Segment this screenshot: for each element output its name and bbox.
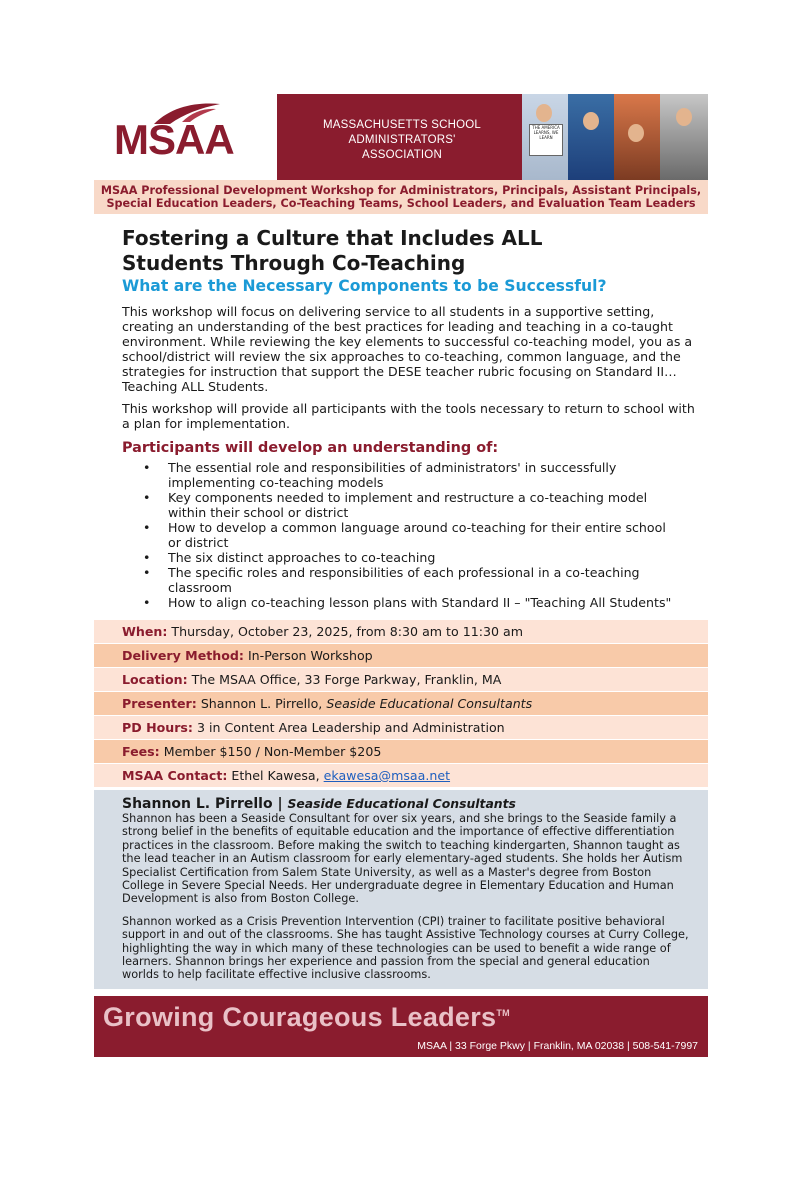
page-subtitle: What are the Necessary Components to be Successful? (122, 277, 607, 295)
pd-hours-value: 3 in Content Area Leadership and Administration (197, 720, 505, 735)
logo-text: MSAA (114, 116, 234, 163)
delivery-value: In-Person Workshop (247, 648, 373, 663)
intro-paragraph: This workshop will focus on delivering service to all students in a supportive setting, creating an understanding of the best practices for leading and teaching in a co-taught environment. While reviewing the key elements to successful co-teaching model, you as a school/district will review the six approaches to co-teaching, common language, and the strategies for instruction that support the DESE teacher rubric focusing on Standard II…Teaching ALL Students. (122, 304, 693, 394)
tools-paragraph: This workshop will provide all participants with the tools necessary to return to school with a plan for implementation. (122, 401, 695, 431)
list-item (143, 460, 708, 490)
location-label: Location: (122, 672, 188, 687)
bio-heading (122, 796, 690, 812)
fees-row (94, 740, 708, 764)
photo-athlete (660, 94, 708, 180)
photo-classroom (614, 94, 660, 180)
bullet-icon: • (143, 490, 151, 505)
title-line-1: Fostering a Culture that Includes ALL (122, 226, 543, 250)
workshop-details (94, 620, 708, 788)
outcomes-list (94, 460, 708, 610)
slogan-text: Growing Courageous Leaders (103, 1001, 497, 1032)
audience-banner: MSAA Professional Development Workshop for Administrators, Principals, Assistant Principals, Special Education Leaders, Co-Teaching Teams, School Leaders, and Evaluation Team Leaders (94, 180, 708, 214)
when-label: When: (122, 624, 168, 639)
bio-paragraph-1: Shannon has been a Seaside Consultant for over six years, and she brings to the Seaside family a strong belief in the benefits of equitable education and the importance of effective differentiation practices in the classroom. Before making the switch to teaching kindergarten, Shannon taught as the lead teacher in an Autism classroom for early elementary-aged students. She holds her Autism Specialist Certification from Salem State University, as well as a Master's degree from Boston College in Severe Special Needs. Her undergraduate degree in Elementary Education and Human Development is also from Boston College. (122, 812, 683, 906)
outcome-text: The specific roles and responsibilities of each professional in a co-teaching classroom (168, 565, 640, 595)
list-item (143, 595, 708, 610)
contact-email-link[interactable]: ekawesa@msaa.net (323, 768, 451, 783)
presenter-label: Presenter: (122, 696, 197, 711)
delivery-row (94, 644, 708, 668)
flyer (94, 94, 708, 1057)
org-name (317, 118, 487, 163)
list-item (143, 565, 708, 595)
bullet-icon: • (143, 460, 151, 475)
student-face (536, 104, 552, 122)
outcomes-heading: Participants will develop an understanding of: (122, 440, 499, 456)
contact-name: Ethel Kawesa, (231, 768, 320, 783)
pd-hours-row (94, 716, 708, 740)
student-sign: THE AMERICA LEARNS, WE LEARN (529, 124, 563, 156)
bullet-icon: • (143, 565, 151, 580)
fees-value: Member $150 / Non-Member $205 (163, 744, 382, 759)
page-title (122, 226, 708, 276)
bullet-icon: • (143, 550, 151, 565)
presenter-name: Shannon L. Pirrello, (200, 696, 323, 711)
list-item (143, 550, 708, 565)
bullet-icon: • (143, 595, 151, 610)
outcome-text: How to align co-teaching lesson plans with Standard II – "Teaching All Students" (168, 595, 672, 610)
photo-student-sign (522, 94, 568, 180)
pd-hours-label: PD Hours: (122, 720, 193, 735)
list-item (143, 520, 708, 550)
bio-affiliation: Seaside Educational Consultants (287, 796, 516, 811)
org-name-line1: MASSACHUSETTS SCHOOL (323, 119, 481, 131)
delivery-label: Delivery Method: (122, 648, 244, 663)
athlete-face (676, 108, 692, 126)
presenter-bio (94, 790, 708, 989)
bio-name: Shannon L. Pirrello (122, 796, 273, 812)
footer-banner (94, 996, 708, 1057)
msaa-logo (94, 94, 277, 180)
child-face (628, 124, 644, 142)
list-item (143, 490, 708, 520)
photo-strip (522, 94, 708, 180)
header-banner (94, 94, 708, 180)
title-line-2: Students Through Co-Teaching (122, 251, 466, 275)
fees-label: Fees: (122, 744, 160, 759)
org-name-line2: ADMINISTRATORS' ASSOCIATION (348, 134, 456, 161)
when-row (94, 620, 708, 644)
presenter-org: Seaside Educational Consultants (326, 696, 533, 711)
when-value: Thursday, October 23, 2025, from 8:30 am to 11:30 am (171, 624, 523, 639)
footer-address: MSAA | 33 Forge Pkwy | Franklin, MA 02038 | 508-541-7997 (417, 1039, 698, 1052)
contact-label: MSAA Contact: (122, 768, 228, 783)
trademark-mark: TM (496, 1007, 510, 1018)
footer-slogan (103, 1002, 510, 1033)
outcome-text: Key components needed to implement and restructure a co-teaching model within their school or district (168, 490, 648, 520)
location-row (94, 668, 708, 692)
photo-graduate (568, 94, 614, 180)
outcome-text: The essential role and responsibilities of administrators' in successfully implementing co-teaching models (168, 460, 617, 490)
presenter-row (94, 692, 708, 716)
contact-row (94, 764, 708, 788)
graduate-face (583, 112, 599, 130)
bullet-icon: • (143, 520, 151, 535)
outcome-text: The six distinct approaches to co-teaching (168, 550, 436, 565)
location-value: The MSAA Office, 33 Forge Parkway, Franklin, MA (191, 672, 502, 687)
outcome-text: How to develop a common language around co-teaching for their entire school or district (168, 520, 666, 550)
org-name-band (277, 94, 708, 180)
bio-paragraph-2: Shannon worked as a Crisis Prevention Intervention (CPI) trainer to facilitate positive behavioral support in and out of the classrooms. She has taught Assistive Technology courses at Curry College, highlighting the way in which many of these technologies can be used to benefit a wide range of learners. Shannon brings her experience and passion from the special and general education worlds to help facilitate effective inclusive classrooms. (122, 914, 689, 982)
bio-separator: | (277, 796, 283, 812)
